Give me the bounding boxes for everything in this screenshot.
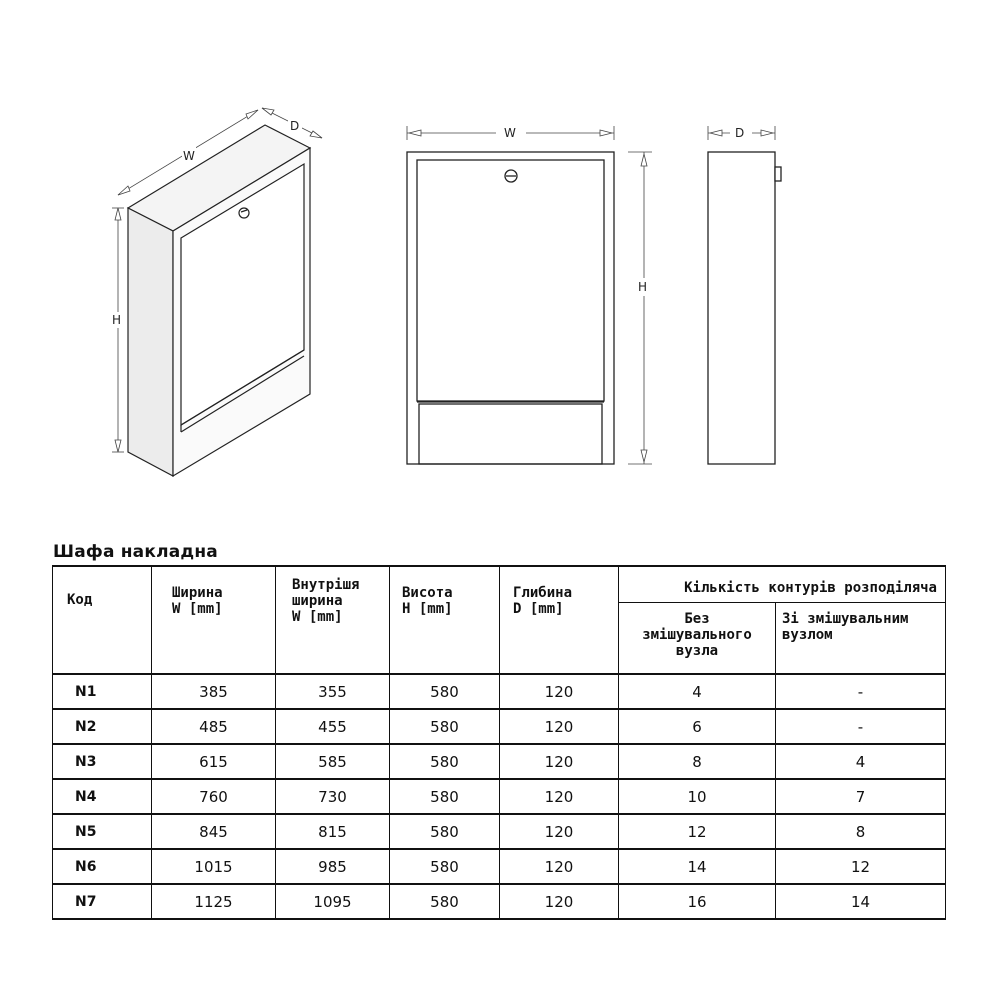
header-with-mixing: [776, 603, 946, 675]
header-with-mixing-text: Зі змішувальним вузлом: [782, 611, 909, 643]
table-row: [53, 744, 946, 779]
header-inner-width-text: Внутрішя ширина W [mm]: [292, 577, 360, 625]
cell-code: N2: [53, 709, 152, 744]
cell-depth: 120: [500, 674, 619, 709]
cell-with-mixing: 8: [776, 814, 946, 849]
front-h-label: H: [638, 280, 648, 294]
cell-height: 580: [390, 709, 500, 744]
cell-with-mixing: 12: [776, 849, 946, 884]
cell-without-mixing: 6: [619, 709, 776, 744]
cell-depth: 120: [500, 884, 619, 919]
cell-code: N5: [53, 814, 152, 849]
table-row: [53, 884, 946, 919]
cell-width: 485: [152, 709, 276, 744]
cell-code: N1: [53, 674, 152, 709]
cell-depth: 120: [500, 849, 619, 884]
cell-inner-width: 815: [276, 814, 390, 849]
cell-without-mixing: 10: [619, 779, 776, 814]
cell-code: N6: [53, 849, 152, 884]
cell-without-mixing: 4: [619, 674, 776, 709]
cell-with-mixing: -: [776, 709, 946, 744]
table-row: [53, 849, 946, 884]
header-width: [152, 566, 276, 674]
cell-width: 385: [152, 674, 276, 709]
table-row: [53, 814, 946, 849]
cell-height: 580: [390, 849, 500, 884]
table-row: [53, 779, 946, 814]
spec-table: [52, 565, 946, 920]
side-view: [708, 152, 781, 464]
header-depth-text: Глибина D [mm]: [513, 585, 573, 617]
side-d-label: D: [735, 126, 745, 140]
isometric-view: [128, 125, 310, 476]
cell-height: 580: [390, 884, 500, 919]
cell-width: 760: [152, 779, 276, 814]
cell-with-mixing: -: [776, 674, 946, 709]
cell-code: N4: [53, 779, 152, 814]
cell-width: 845: [152, 814, 276, 849]
header-circuits-group: Кількість контурів розподіляча: [619, 566, 946, 603]
cell-with-mixing: 4: [776, 744, 946, 779]
cell-inner-width: 730: [276, 779, 390, 814]
front-w-label: W: [504, 126, 516, 140]
cell-height: 580: [390, 744, 500, 779]
header-height: [390, 566, 500, 674]
cell-without-mixing: 16: [619, 884, 776, 919]
cell-width: 1015: [152, 849, 276, 884]
header-without-mixing-text: Без змішувального вузла: [642, 611, 752, 659]
header-code: Код: [53, 566, 152, 674]
cell-depth: 120: [500, 779, 619, 814]
header-inner-width: [276, 566, 390, 674]
cell-with-mixing: 14: [776, 884, 946, 919]
cell-without-mixing: 14: [619, 849, 776, 884]
cell-height: 580: [390, 779, 500, 814]
cell-depth: 120: [500, 814, 619, 849]
cell-inner-width: 455: [276, 709, 390, 744]
table-row: [53, 709, 946, 744]
iso-w-label: W: [183, 149, 195, 163]
front-view: [407, 152, 614, 464]
header-depth: [500, 566, 619, 674]
iso-h-label: H: [112, 313, 122, 327]
cell-inner-width: 355: [276, 674, 390, 709]
table-title: Шафа накладна: [53, 542, 218, 562]
cell-depth: 120: [500, 744, 619, 779]
header-width-text: Ширина W [mm]: [172, 585, 223, 617]
cell-without-mixing: 8: [619, 744, 776, 779]
cell-with-mixing: 7: [776, 779, 946, 814]
cell-code: N3: [53, 744, 152, 779]
cell-inner-width: 1095: [276, 884, 390, 919]
cell-width: 615: [152, 744, 276, 779]
cell-width: 1125: [152, 884, 276, 919]
cell-inner-width: 585: [276, 744, 390, 779]
cell-height: 580: [390, 674, 500, 709]
cell-height: 580: [390, 814, 500, 849]
cell-code: N7: [53, 884, 152, 919]
cell-depth: 120: [500, 709, 619, 744]
table-row: [53, 674, 946, 709]
iso-d-label: D: [290, 119, 300, 133]
header-height-text: Висота H [mm]: [402, 585, 453, 617]
cell-without-mixing: 12: [619, 814, 776, 849]
cell-inner-width: 985: [276, 849, 390, 884]
header-without-mixing: [619, 603, 776, 675]
